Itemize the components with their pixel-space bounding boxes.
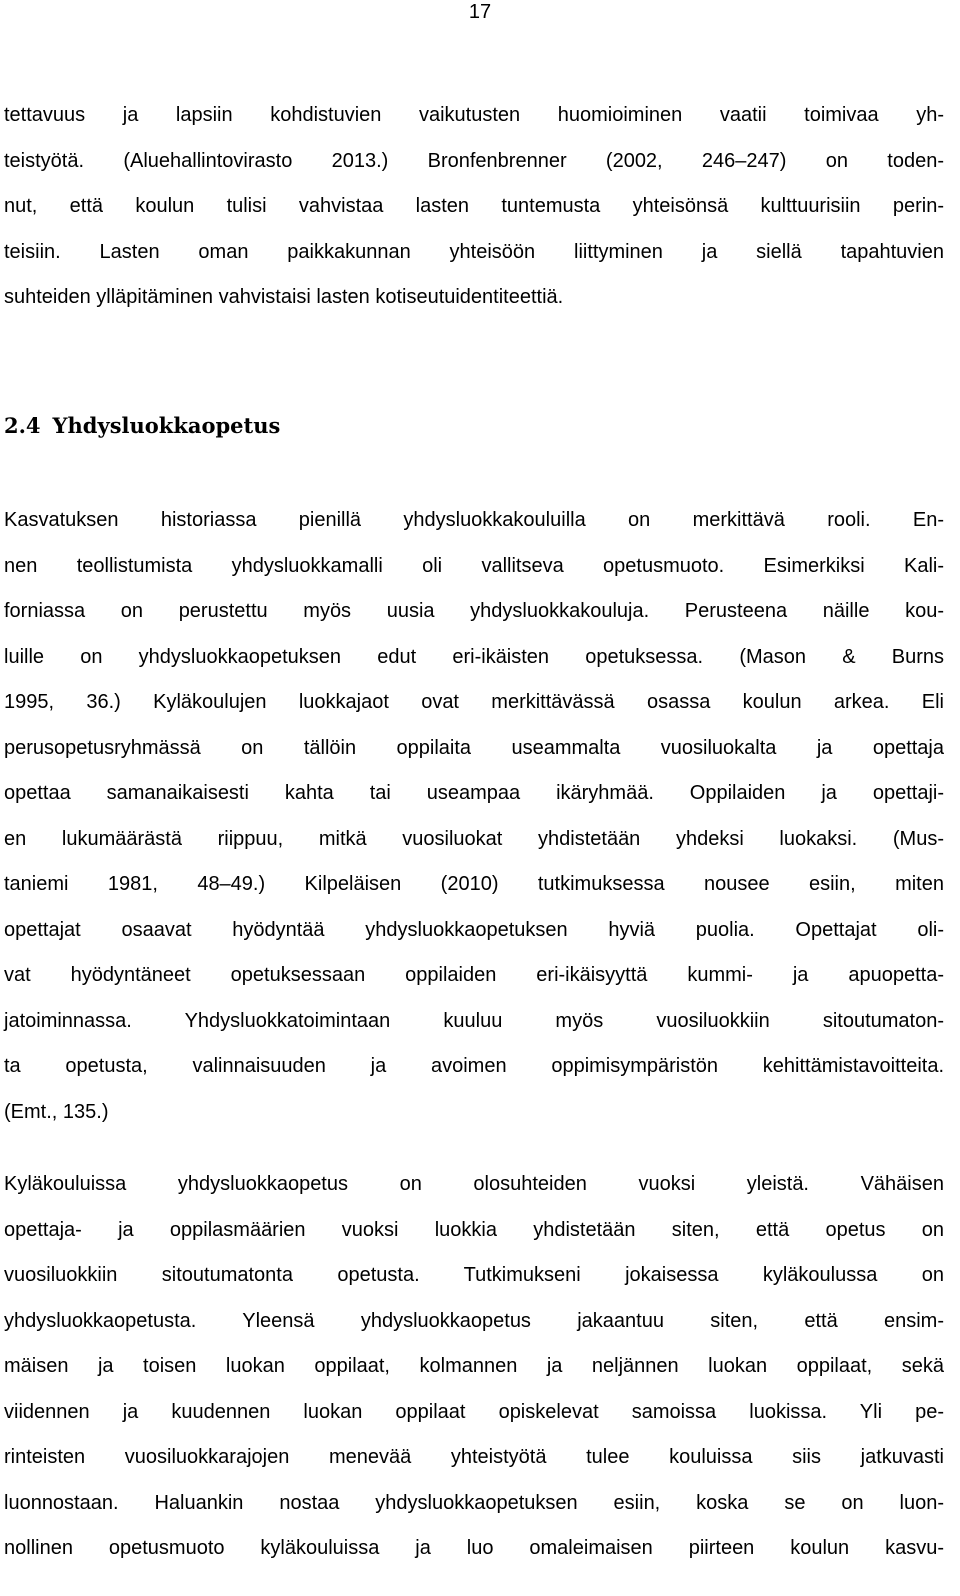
text-line: perusopetusryhmässä on tällöin oppilaita useammalta vuosiluokalta ja opettaja bbox=[4, 736, 944, 759]
paragraph-1 bbox=[0, 93, 960, 321]
section-title: Yhdysluokkaopetus bbox=[52, 413, 281, 438]
text-line: luonnostaan. Haluankin nostaa yhdysluokkaopetuksen esiin, koska se on luon- bbox=[4, 1491, 944, 1514]
text-line: jatoiminnassa. Yhdysluokkatoimintaan kuuluu myös vuosiluokkiin sitoutumaton- bbox=[4, 1009, 944, 1032]
text-line: nut, että koulun tulisi vahvistaa lasten tuntemusta yhteisönsä kulttuurisiin perin- bbox=[4, 195, 944, 217]
text-line: vat hyödyntäneet opetuksessaan oppilaiden eri-ikäisyyttä kummi- ja apuopetta- bbox=[4, 964, 944, 986]
text-line: forniassa on perustettu myös uusia yhdysluokkakouluja. Perusteena näille kou- bbox=[4, 600, 944, 622]
text-line: opettaja- ja oppilasmäärien vuoksi luokkia yhdistetään siten, että opetus on bbox=[4, 1218, 944, 1241]
text-line: Kyläkouluissa yhdysluokkaopetus on olosuhteiden vuoksi yleistä. Vähäisen bbox=[4, 1173, 944, 1195]
text-line: (Emt., 135.) bbox=[4, 1100, 109, 1123]
section-number: 2.4 bbox=[4, 413, 41, 438]
page-number: 17 bbox=[468, 1, 492, 23]
text-line: viidennen ja kuudennen luokan oppilaat opiskelevat samoissa luokissa. Yli pe- bbox=[4, 1400, 944, 1423]
text-line: mäisen ja toisen luokan oppilaat, kolmannen ja neljännen luokan oppilaat, sekä bbox=[4, 1355, 944, 1377]
text-line: en lukumäärästä riippuu, mitkä vuosiluokat yhdistetään yhdeksi luokaksi. (Mus- bbox=[4, 827, 944, 850]
text-line: 1995, 36.) Kyläkoulujen luokkajaot ovat merkittävässä osassa koulun arkea. Eli bbox=[4, 691, 944, 713]
text-line: nollinen opetusmuoto kyläkouluissa ja luo omaleimaisen piirteen koulun kasvu- bbox=[4, 1537, 944, 1559]
text-line: luille on yhdysluokkaopetuksen edut eri-ikäisten opetuksessa. (Mason & Burns bbox=[4, 645, 944, 668]
text-line: yhdysluokkaopetusta. Yleensä yhdysluokkaopetus jakaantuu siten, että ensim- bbox=[4, 1309, 944, 1332]
text-line: taniemi 1981, 48–49.) Kilpeläisen (2010) tutkimuksessa nousee esiin, miten bbox=[4, 873, 944, 895]
text-line: nen teollistumista yhdysluokkamalli oli vallitseva opetusmuoto. Esimerkiksi Kali- bbox=[4, 554, 944, 577]
paragraph-2 bbox=[0, 498, 960, 1135]
text-line: teisiin. Lasten oman paikkakunnan yhteisöön liittyminen ja siellä tapahtuvien bbox=[4, 240, 944, 263]
text-line: rinteisten vuosiluokkarajojen menevää yhteistyötä tulee kouluissa siis jatkuvasti bbox=[4, 1446, 944, 1468]
text-line: Kasvatuksen historiassa pienillä yhdysluokkakouluilla on merkittävä rooli. En- bbox=[4, 509, 944, 531]
section-heading bbox=[4, 408, 280, 444]
text-line: ta opetusta, valinnaisuuden ja avoimen oppimisympäristön kehittämistavoitteita. bbox=[4, 1055, 944, 1077]
text-line: suhteiden ylläpitäminen vahvistaisi lasten kotiseutuidentiteettiä. bbox=[4, 286, 564, 308]
text-line: opettajat osaavat hyödyntää yhdysluokkaopetuksen hyviä puolia. Opettajat oli- bbox=[4, 918, 944, 941]
text-line: vuosiluokkiin sitoutumatonta opetusta. Tutkimukseni jokaisessa kyläkoulussa on bbox=[4, 1264, 944, 1286]
text-line: opettaa samanaikaisesti kahta tai useampaa ikäryhmää. Oppilaiden ja opettaji- bbox=[4, 782, 944, 804]
paragraph-3 bbox=[0, 1162, 960, 1572]
text-line: teistyötä. (Aluehallintovirasto 2013.) Bronfenbrenner (2002, 246–247) on toden- bbox=[4, 149, 944, 172]
text-line: tettavuus ja lapsiin kohdistuvien vaikutusten huomioiminen vaatii toimivaa yh- bbox=[4, 104, 944, 126]
